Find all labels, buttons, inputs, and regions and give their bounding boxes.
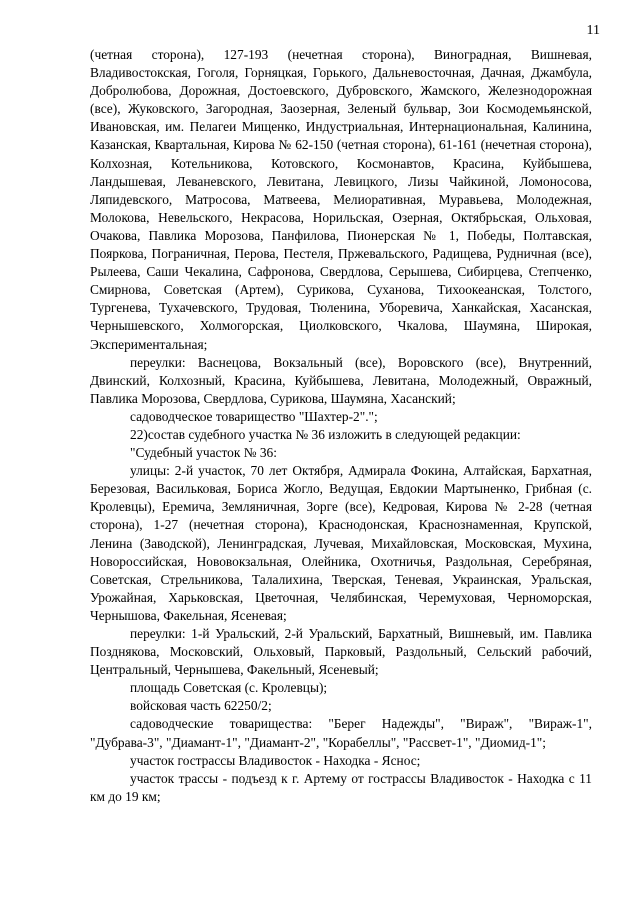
paragraph-garden-partnership: садоводческое товарищество "Шахтер-2"."; [130,408,378,424]
paragraph-section-heading: "Судебный участок № 36: [130,445,277,461]
paragraph-lanes-36: переулки: 1-й Уральский, 2-й Уральский, Бархатный, Вишневый, им. Павлика Позднякова, Московский, Ольховый, Парковый, Раздольный, Сельский рабочий, Центральный, Чернышева, Факельный, Ясеневый; [90,626,592,678]
paragraph-road-section: участок трассы - подъезд к г. Артему от гострассы Владивосток - Находка с 11 км до 19 км; [90,770,592,804]
paragraph-highway-section: участок гострассы Владивосток - Находка - Яснос; [130,752,421,768]
paragraph-streets: улицы: 2-й участок, 70 лет Октября, Адмирала Фокина, Алтайская, Бархатная, Березовая, Васильковая, Бориса Жогло, Ведущая, Евдокии Мартыненко, Грибная (с. Кролевцы), Еремича, Земляничная, Зорге (все), Кедровая, Кирова № 2-28 (четная сторона), 1-27 (нечетная сторона), Краснодонская, Краснознаменная, Крупской, Ленина (Заводской), Ленинградская, Лучевая, Михайловская, Московская, Мухина, Новороссийская, Нововокзальная, Олейника, Охотничья, Раздольная, Серебряная, Советская, Стрельникова, Талалихина, Тверская, Теневая, Украинская, Уральская, Урожайная, Харьковская, Цветочная, Челябинская, Черемуховая, Черноморская, Чернышова, Факельная, Ясеневая; [90,463,592,623]
paragraph-square: площадь Советская (с. Кролевцы); [130,680,328,696]
paragraph-garden-partnerships: садоводческие товарищества: "Берег Надежды", "Вираж", "Вираж-1", "Дубрава-3", "Диамант-1", "Диамант-2", "Корабеллы", "Рассвет-1", "Диомид-1"; [90,716,592,750]
paragraph-amendment-22: 22)состав судебного участка № 36 изложить в следующей редакции: [130,426,521,442]
document-body [90,46,592,806]
page-number: 11 [586,23,600,38]
paragraph-military-unit: войсковая часть 62250/2; [130,698,272,714]
paragraph-streets-continued: (четная сторона), 127-193 (нечетная сторона), Виноградная, Вишневая, Владивостокская, Гоголя, Горняцкая, Горького, Дальневосточная, Дачная, Джамбула, Добролюбова, Дорожная, Достоевского, Дубровского, Жамского, Железнодорожная (все), Жуковского, Загородная, Заозерная, Зеленый бульвар, Зои Космодемьянской, Ивановская, им. Пелагеи Мищенко, Индустриальная, Интернациональная, Калинина, Казанская, Квартальная, Кирова № 62-150 (четная сторона), 61-161 (нечетная сторона), Колхозная, Котельникова, Котовского, Космонавтов, Красина, Куйбышева, Ландышевая, Леваневского, Левитана, Левицкого, Лизы Чайкиной, Ломоносова, Ляпидевского, Матросова, Матвеева, Мелиоративная, Муравьева, Молодежная, Молокова, Невельского, Некрасова, Норильская, Озерная, Октябрьская, Ольховая, Очакова, Павлика Морозова, Панфилова, Пионерская № 1, Победы, Полтавская, Пояркова, Пограничная, Перова, Пестеля, Пржевальского, Радищева, Рудничная (все), Рылеева, Саши Чекалина, Сафронова, Свердлова, Серышева, Сибирцева, Степченко, Смирнова, Советская (Артем), Сурикова, Суханова, Тихоокеанская, Толстого, Тургенева, Тухачевского, Трудовая, Тюленина, Уборевича, Ханкайская, Хасанская, Чернышевского, Холмогорская, Циолковского, Чкалова, Шаумяна, Широкая, Экспериментальная; [90,47,592,352]
paragraph-lanes: переулки: Васнецова, Вокзальный (все), Воровского (все), Внутренний, Двинский, Колхозный, Красина, Куйбышева, Левитана, Молодежный, Овражный, Павлика Морозова, Свердлова, Сурикова, Шаумяна, Хасанский; [90,354,592,406]
